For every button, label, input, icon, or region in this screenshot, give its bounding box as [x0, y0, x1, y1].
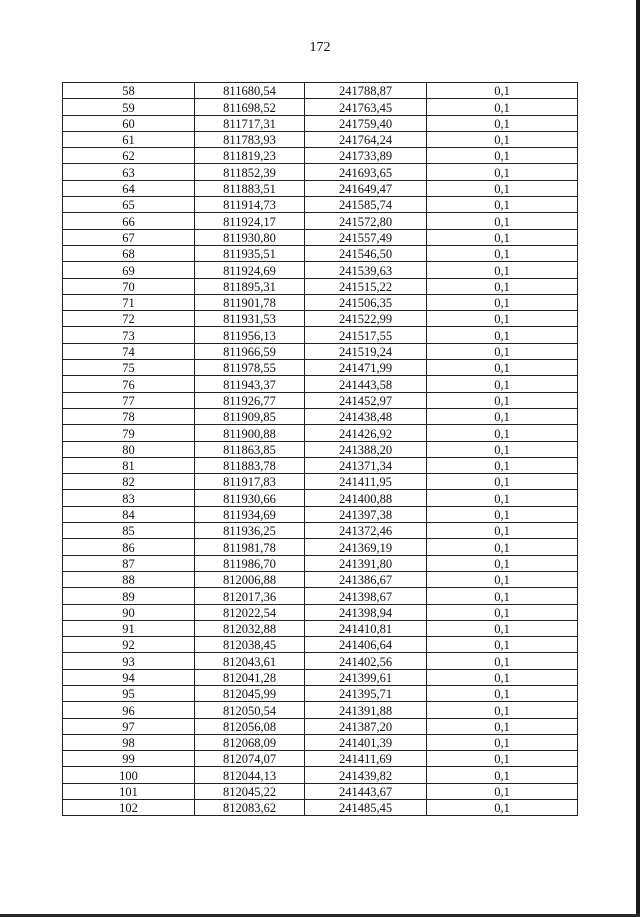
x-coordinate-cell: 811978,55 [195, 360, 305, 376]
y-coordinate-cell: 241401,39 [305, 734, 427, 750]
table-row [63, 523, 578, 539]
page-number: 172 [309, 40, 331, 55]
coordinates-table-body [63, 83, 578, 816]
x-coordinate-cell: 812022,54 [195, 604, 305, 620]
point-number-cell: 95 [63, 685, 195, 701]
y-coordinate-cell: 241522,99 [305, 311, 427, 327]
point-number-cell: 100 [63, 767, 195, 783]
point-number-cell: 61 [63, 131, 195, 147]
y-coordinate-cell: 241398,94 [305, 604, 427, 620]
table-row [63, 620, 578, 636]
y-coordinate-cell: 241406,64 [305, 637, 427, 653]
x-coordinate-cell: 811917,83 [195, 474, 305, 490]
point-number-cell: 79 [63, 425, 195, 441]
x-coordinate-cell: 811852,39 [195, 164, 305, 180]
accuracy-cell: 0,1 [427, 783, 578, 799]
x-coordinate-cell: 811909,85 [195, 408, 305, 424]
accuracy-cell: 0,1 [427, 800, 578, 816]
x-coordinate-cell: 811986,70 [195, 555, 305, 571]
point-number-cell: 72 [63, 311, 195, 327]
point-number-cell: 98 [63, 734, 195, 750]
x-coordinate-cell: 811717,31 [195, 115, 305, 131]
y-coordinate-cell: 241649,47 [305, 180, 427, 196]
accuracy-cell: 0,1 [427, 457, 578, 473]
point-number-cell: 76 [63, 376, 195, 392]
y-coordinate-cell: 241411,69 [305, 751, 427, 767]
x-coordinate-cell: 811895,31 [195, 278, 305, 294]
accuracy-cell: 0,1 [427, 588, 578, 604]
x-coordinate-cell: 811901,78 [195, 294, 305, 310]
accuracy-cell: 0,1 [427, 539, 578, 555]
x-coordinate-cell: 811930,66 [195, 490, 305, 506]
point-number-cell: 60 [63, 115, 195, 131]
y-coordinate-cell: 241391,88 [305, 702, 427, 718]
accuracy-cell: 0,1 [427, 245, 578, 261]
accuracy-cell: 0,1 [427, 506, 578, 522]
accuracy-cell: 0,1 [427, 555, 578, 571]
accuracy-cell: 0,1 [427, 620, 578, 636]
x-coordinate-cell: 812032,88 [195, 620, 305, 636]
accuracy-cell: 0,1 [427, 392, 578, 408]
x-coordinate-cell: 812074,07 [195, 751, 305, 767]
x-coordinate-cell: 812017,36 [195, 588, 305, 604]
x-coordinate-cell: 811698,52 [195, 99, 305, 115]
accuracy-cell: 0,1 [427, 718, 578, 734]
y-coordinate-cell: 241388,20 [305, 441, 427, 457]
point-number-cell: 93 [63, 653, 195, 669]
table-row [63, 685, 578, 701]
x-coordinate-cell: 811680,54 [195, 83, 305, 99]
x-coordinate-cell: 811900,88 [195, 425, 305, 441]
y-coordinate-cell: 241369,19 [305, 539, 427, 555]
y-coordinate-cell: 241759,40 [305, 115, 427, 131]
x-coordinate-cell: 811930,80 [195, 229, 305, 245]
accuracy-cell: 0,1 [427, 425, 578, 441]
y-coordinate-cell: 241517,55 [305, 327, 427, 343]
point-number-cell: 96 [63, 702, 195, 718]
table-row [63, 360, 578, 376]
page-edge-shadow-right [636, 0, 640, 917]
accuracy-cell: 0,1 [427, 294, 578, 310]
y-coordinate-cell: 241387,20 [305, 718, 427, 734]
x-coordinate-cell: 811926,77 [195, 392, 305, 408]
y-coordinate-cell: 241515,22 [305, 278, 427, 294]
table-row [63, 571, 578, 587]
point-number-cell: 97 [63, 718, 195, 734]
x-coordinate-cell: 812006,88 [195, 571, 305, 587]
table-row [63, 604, 578, 620]
x-coordinate-cell: 811956,13 [195, 327, 305, 343]
point-number-cell: 82 [63, 474, 195, 490]
accuracy-cell: 0,1 [427, 262, 578, 278]
point-number-cell: 83 [63, 490, 195, 506]
table-row [63, 441, 578, 457]
point-number-cell: 81 [63, 457, 195, 473]
y-coordinate-cell: 241733,89 [305, 148, 427, 164]
x-coordinate-cell: 812050,54 [195, 702, 305, 718]
x-coordinate-cell: 812045,99 [195, 685, 305, 701]
x-coordinate-cell: 811883,51 [195, 180, 305, 196]
point-number-cell: 74 [63, 343, 195, 359]
y-coordinate-cell: 241693,65 [305, 164, 427, 180]
accuracy-cell: 0,1 [427, 637, 578, 653]
accuracy-cell: 0,1 [427, 474, 578, 490]
y-coordinate-cell: 241391,80 [305, 555, 427, 571]
table-row [63, 588, 578, 604]
accuracy-cell: 0,1 [427, 767, 578, 783]
point-number-cell: 71 [63, 294, 195, 310]
x-coordinate-cell: 812083,62 [195, 800, 305, 816]
table-row [63, 702, 578, 718]
point-number-cell: 64 [63, 180, 195, 196]
table-row [63, 164, 578, 180]
table-row [63, 115, 578, 131]
accuracy-cell: 0,1 [427, 669, 578, 685]
table-row [63, 213, 578, 229]
y-coordinate-cell: 241371,34 [305, 457, 427, 473]
table-row [63, 294, 578, 310]
y-coordinate-cell: 241557,49 [305, 229, 427, 245]
accuracy-cell: 0,1 [427, 99, 578, 115]
accuracy-cell: 0,1 [427, 229, 578, 245]
accuracy-cell: 0,1 [427, 311, 578, 327]
y-coordinate-cell: 241402,56 [305, 653, 427, 669]
accuracy-cell: 0,1 [427, 734, 578, 750]
table-row [63, 343, 578, 359]
x-coordinate-cell: 811943,37 [195, 376, 305, 392]
y-coordinate-cell: 241506,35 [305, 294, 427, 310]
point-number-cell: 87 [63, 555, 195, 571]
table-row [63, 669, 578, 685]
point-number-cell: 84 [63, 506, 195, 522]
y-coordinate-cell: 241399,61 [305, 669, 427, 685]
y-coordinate-cell: 241519,24 [305, 343, 427, 359]
point-number-cell: 78 [63, 408, 195, 424]
accuracy-cell: 0,1 [427, 343, 578, 359]
point-number-cell: 90 [63, 604, 195, 620]
table-row [63, 408, 578, 424]
accuracy-cell: 0,1 [427, 604, 578, 620]
x-coordinate-cell: 812068,09 [195, 734, 305, 750]
accuracy-cell: 0,1 [427, 441, 578, 457]
coordinates-table [62, 82, 578, 816]
x-coordinate-cell: 811936,25 [195, 523, 305, 539]
table-row [63, 83, 578, 99]
y-coordinate-cell: 241443,67 [305, 783, 427, 799]
table-row [63, 197, 578, 213]
y-coordinate-cell: 241539,63 [305, 262, 427, 278]
y-coordinate-cell: 241788,87 [305, 83, 427, 99]
point-number-cell: 68 [63, 245, 195, 261]
y-coordinate-cell: 241439,82 [305, 767, 427, 783]
point-number-cell: 80 [63, 441, 195, 457]
table-row [63, 180, 578, 196]
table-row [63, 555, 578, 571]
table-row [63, 278, 578, 294]
table-row [63, 653, 578, 669]
accuracy-cell: 0,1 [427, 115, 578, 131]
point-number-cell: 62 [63, 148, 195, 164]
accuracy-cell: 0,1 [427, 131, 578, 147]
point-number-cell: 66 [63, 213, 195, 229]
accuracy-cell: 0,1 [427, 148, 578, 164]
accuracy-cell: 0,1 [427, 376, 578, 392]
x-coordinate-cell: 812044,13 [195, 767, 305, 783]
point-number-cell: 94 [63, 669, 195, 685]
y-coordinate-cell: 241372,46 [305, 523, 427, 539]
point-number-cell: 92 [63, 637, 195, 653]
x-coordinate-cell: 811931,53 [195, 311, 305, 327]
point-number-cell: 102 [63, 800, 195, 816]
point-number-cell: 88 [63, 571, 195, 587]
y-coordinate-cell: 241572,80 [305, 213, 427, 229]
x-coordinate-cell: 811863,85 [195, 441, 305, 457]
x-coordinate-cell: 811783,93 [195, 131, 305, 147]
table-row [63, 474, 578, 490]
accuracy-cell: 0,1 [427, 490, 578, 506]
table-row [63, 457, 578, 473]
y-coordinate-cell: 241397,38 [305, 506, 427, 522]
table-row [63, 311, 578, 327]
y-coordinate-cell: 241485,45 [305, 800, 427, 816]
y-coordinate-cell: 241395,71 [305, 685, 427, 701]
y-coordinate-cell: 241764,24 [305, 131, 427, 147]
x-coordinate-cell: 811966,59 [195, 343, 305, 359]
x-coordinate-cell: 812038,45 [195, 637, 305, 653]
y-coordinate-cell: 241438,48 [305, 408, 427, 424]
y-coordinate-cell: 241400,88 [305, 490, 427, 506]
accuracy-cell: 0,1 [427, 278, 578, 294]
y-coordinate-cell: 241411,95 [305, 474, 427, 490]
table-row [63, 376, 578, 392]
point-number-cell: 65 [63, 197, 195, 213]
x-coordinate-cell: 811883,78 [195, 457, 305, 473]
table-row [63, 539, 578, 555]
table-row [63, 245, 578, 261]
point-number-cell: 69 [63, 262, 195, 278]
point-number-cell: 85 [63, 523, 195, 539]
point-number-cell: 59 [63, 99, 195, 115]
table-row [63, 767, 578, 783]
table-row [63, 506, 578, 522]
accuracy-cell: 0,1 [427, 523, 578, 539]
y-coordinate-cell: 241763,45 [305, 99, 427, 115]
y-coordinate-cell: 241546,50 [305, 245, 427, 261]
x-coordinate-cell: 811924,69 [195, 262, 305, 278]
x-coordinate-cell: 811934,69 [195, 506, 305, 522]
accuracy-cell: 0,1 [427, 213, 578, 229]
point-number-cell: 63 [63, 164, 195, 180]
y-coordinate-cell: 241471,99 [305, 360, 427, 376]
table-row [63, 131, 578, 147]
x-coordinate-cell: 811981,78 [195, 539, 305, 555]
table-row [63, 148, 578, 164]
table-row [63, 783, 578, 799]
y-coordinate-cell: 241452,97 [305, 392, 427, 408]
x-coordinate-cell: 811914,73 [195, 197, 305, 213]
x-coordinate-cell: 812056,08 [195, 718, 305, 734]
accuracy-cell: 0,1 [427, 571, 578, 587]
x-coordinate-cell: 812045,22 [195, 783, 305, 799]
point-number-cell: 86 [63, 539, 195, 555]
table-row [63, 637, 578, 653]
table-row [63, 490, 578, 506]
accuracy-cell: 0,1 [427, 685, 578, 701]
point-number-cell: 75 [63, 360, 195, 376]
x-coordinate-cell: 811819,23 [195, 148, 305, 164]
point-number-cell: 67 [63, 229, 195, 245]
x-coordinate-cell: 811935,51 [195, 245, 305, 261]
table-row [63, 392, 578, 408]
accuracy-cell: 0,1 [427, 751, 578, 767]
y-coordinate-cell: 241443,58 [305, 376, 427, 392]
point-number-cell: 73 [63, 327, 195, 343]
accuracy-cell: 0,1 [427, 702, 578, 718]
y-coordinate-cell: 241410,81 [305, 620, 427, 636]
accuracy-cell: 0,1 [427, 180, 578, 196]
accuracy-cell: 0,1 [427, 197, 578, 213]
y-coordinate-cell: 241585,74 [305, 197, 427, 213]
table-row [63, 327, 578, 343]
point-number-cell: 99 [63, 751, 195, 767]
x-coordinate-cell: 811924,17 [195, 213, 305, 229]
table-row [63, 718, 578, 734]
accuracy-cell: 0,1 [427, 164, 578, 180]
table-row [63, 262, 578, 278]
x-coordinate-cell: 812043,61 [195, 653, 305, 669]
y-coordinate-cell: 241426,92 [305, 425, 427, 441]
point-number-cell: 70 [63, 278, 195, 294]
point-number-cell: 101 [63, 783, 195, 799]
accuracy-cell: 0,1 [427, 653, 578, 669]
accuracy-cell: 0,1 [427, 83, 578, 99]
point-number-cell: 77 [63, 392, 195, 408]
point-number-cell: 89 [63, 588, 195, 604]
point-number-cell: 58 [63, 83, 195, 99]
accuracy-cell: 0,1 [427, 360, 578, 376]
accuracy-cell: 0,1 [427, 327, 578, 343]
accuracy-cell: 0,1 [427, 408, 578, 424]
point-number-cell: 91 [63, 620, 195, 636]
y-coordinate-cell: 241386,67 [305, 571, 427, 587]
table-row [63, 751, 578, 767]
table-row [63, 800, 578, 816]
y-coordinate-cell: 241398,67 [305, 588, 427, 604]
x-coordinate-cell: 812041,28 [195, 669, 305, 685]
table-row [63, 99, 578, 115]
table-row [63, 734, 578, 750]
table-row [63, 425, 578, 441]
table-row [63, 229, 578, 245]
